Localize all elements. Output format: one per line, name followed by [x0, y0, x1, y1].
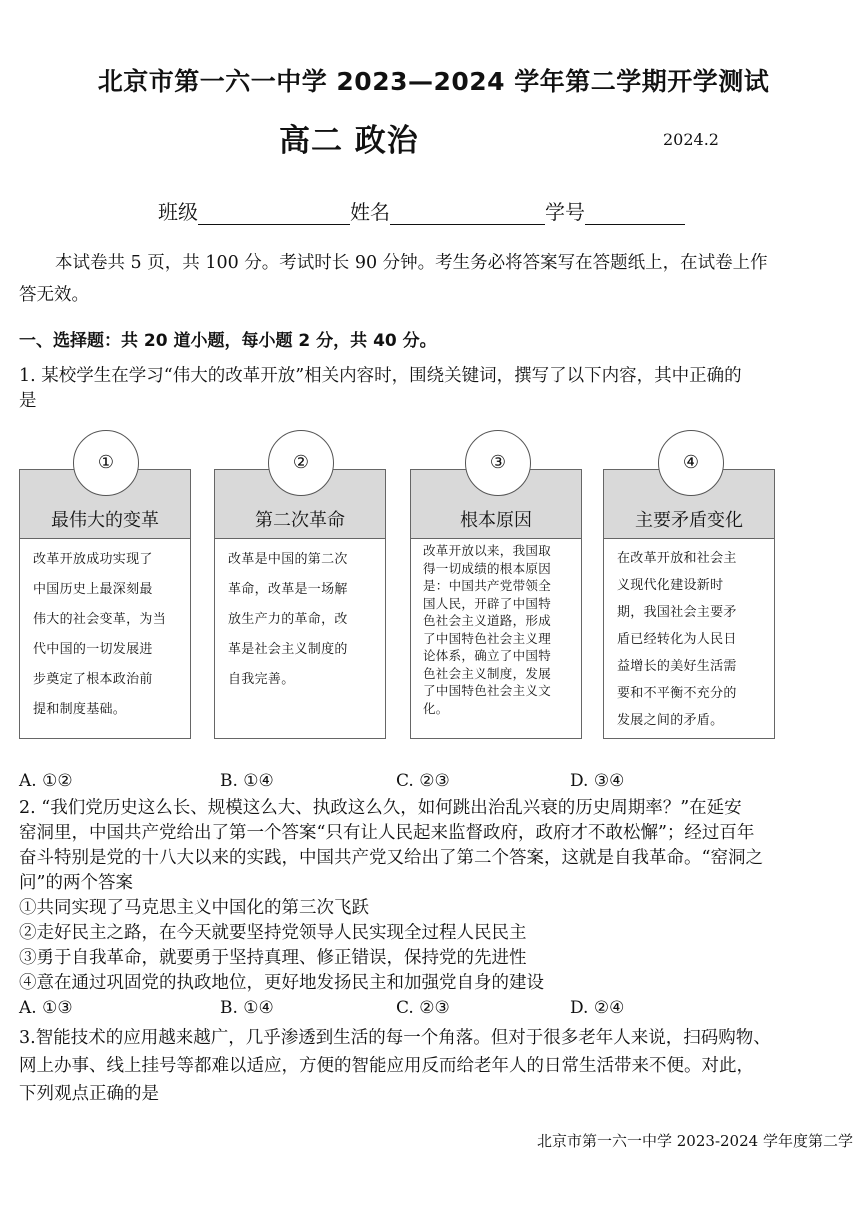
card-2-body: [215, 539, 385, 701]
card-3-line: 论体系，确立了中国特: [423, 648, 552, 663]
q2-line: 窑洞里，中国共产党给出了第一个答案“只有让人民起来监督政府，政府才不敢松懈”；经过百年: [19, 823, 755, 843]
student-info-line: [158, 196, 685, 225]
card-1-line: 提和制度基础。: [33, 702, 127, 717]
question-1-stem: [19, 364, 849, 414]
card-4-line: 盾已经转化为人民日: [617, 632, 737, 647]
card-2: [214, 469, 386, 739]
card-3-line: 色社会主义道路，形成: [423, 613, 552, 628]
card-2-title: 第二次革命: [255, 510, 345, 531]
card-3-line: 是：中国共产党带领全: [423, 578, 552, 593]
q2-statement: ②走好民主之路，在今天就要坚持党领导人民实现全过程人民民主: [19, 923, 527, 943]
q1-option-c[interactable]: C. ②③: [396, 771, 450, 791]
card-2-number: ②: [268, 430, 334, 496]
q3-line: 下列观点正确的是: [19, 1084, 159, 1104]
q1-option-b[interactable]: B. ①④: [220, 771, 274, 791]
page-footer: 北京市第一六一中学 2023-2024 学年度第二学: [537, 1132, 853, 1150]
q1-option-a[interactable]: A. ①②: [19, 771, 73, 791]
card-4-line: 义现代化建设新时: [617, 578, 724, 593]
card-4-line: 益增长的美好生活需: [617, 659, 737, 674]
q2-line: 2. “我们党历史这么长、规模这么大、执政这么久，如何跳出治乱兴衰的历史周期率？”在延安: [19, 798, 742, 818]
card-3-number: ③: [465, 430, 531, 496]
card-1-title: 最伟大的变革: [51, 510, 159, 531]
card-3-title: 根本原因: [460, 510, 532, 531]
card-3-body: [411, 539, 581, 720]
class-blank: [198, 204, 350, 225]
question-3-stem: [19, 1024, 849, 1108]
card-2-line: 改革是中国的第二次: [228, 552, 348, 567]
instructions-line-2: 答无效。: [19, 285, 89, 305]
card-3-line: 得一切成绩的根本原因: [423, 560, 552, 576]
card-1-line: 改革开放成功实现了: [33, 552, 153, 567]
card-1-line: 代中国的一切发展进: [33, 642, 153, 657]
instructions: [19, 251, 849, 308]
card-2-line: 革是社会主义制度的: [228, 642, 348, 657]
card-2-line: 放生产力的革命，改: [228, 612, 348, 627]
card-3-line: 化。: [423, 700, 449, 716]
card-4-line: 期，我国社会主要矛: [617, 605, 737, 620]
q2-line: 奋斗特别是党的十八大以来的实践，中国共产党又给出了第二个答案，这就是自我革命。“窑洞之: [19, 848, 763, 868]
id-label: 学号: [545, 200, 585, 224]
q3-line: 3.智能技术的应用越来越广，几乎渗透到生活的每一个角落。但对于很多老年人来说，扫码购物、: [19, 1028, 771, 1048]
q3-line: 网上办事、线上挂号等都难以适应，方便的智能应用反而给老年人的日常生活带来不便。对此，: [19, 1056, 754, 1076]
card-1-body: [20, 539, 190, 731]
card-2-line: 自我完善。: [228, 672, 295, 687]
name-blank: [390, 204, 545, 225]
q2-option-d[interactable]: D. ②④: [570, 998, 625, 1018]
question-2-stem: [19, 796, 849, 996]
card-3-line: 色社会主义制度，发展: [423, 665, 552, 681]
name-label: 姓名: [350, 200, 390, 224]
card-3-line: 改革开放以来，我国取: [423, 543, 552, 558]
q2-statement: ①共同实现了马克思主义中国化的第三次飞跃: [19, 898, 369, 918]
q2-option-c[interactable]: C. ②③: [396, 998, 450, 1018]
card-1-number: ①: [73, 430, 139, 496]
card-3-line: 国人民，开辟了中国特: [423, 595, 552, 611]
card-1: [19, 469, 191, 739]
subject-title: 高二 政治: [279, 123, 419, 159]
exam-title: 北京市第一六一中学 2023—2024 学年第二学期开学测试: [97, 67, 770, 96]
card-4-number: ④: [658, 430, 724, 496]
card-4-body: [604, 539, 774, 740]
q1-line-1: 1. 某校学生在学习“伟大的改革开放”相关内容时，围绕关键词，撰写了以下内容，其中正确的: [19, 366, 742, 386]
id-blank: [585, 204, 685, 225]
q2-line: 问”的两个答案: [19, 873, 133, 893]
card-4-line: 要和不平衡不充分的: [617, 686, 737, 701]
card-4-line: 在改革开放和社会主: [617, 551, 737, 566]
card-1-line: 中国历史上最深刻最: [33, 582, 153, 597]
q2-option-a[interactable]: A. ①③: [19, 998, 73, 1018]
card-3: [410, 469, 582, 739]
card-3-line: 了中国特色社会主义理: [423, 630, 552, 646]
card-3-line: 了中国特色社会主义文: [423, 683, 552, 698]
instructions-line-1: 本试卷共 5 页，共 100 分。考试时长 90 分钟。考生务必将答案写在答题纸上，在试卷上作: [55, 253, 768, 273]
card-1-line: 伟大的社会变革，为当: [33, 612, 167, 627]
q2-option-b[interactable]: B. ①④: [220, 998, 274, 1018]
exam-date: 2024.2: [663, 130, 719, 149]
q1-option-d[interactable]: D. ③④: [570, 771, 625, 791]
section-heading: 一、选择题：共 20 道小题，每小题 2 分，共 40 分。: [19, 331, 437, 351]
card-4-line: 发展之间的矛盾。: [617, 713, 724, 728]
q2-statement: ④意在通过巩固党的执政地位，更好地发扬民主和加强党自身的建设: [19, 973, 544, 993]
card-4: [603, 469, 775, 739]
class-label: 班级: [158, 200, 198, 224]
card-2-line: 革命，改革是一场解: [228, 582, 348, 597]
card-1-line: 步奠定了根本政治前: [33, 672, 153, 687]
q2-statement: ③勇于自我革命，就要勇于坚持真理、修正错误，保持党的先进性: [19, 948, 527, 968]
q1-line-2: 是: [19, 391, 37, 411]
card-4-title: 主要矛盾变化: [635, 510, 743, 531]
